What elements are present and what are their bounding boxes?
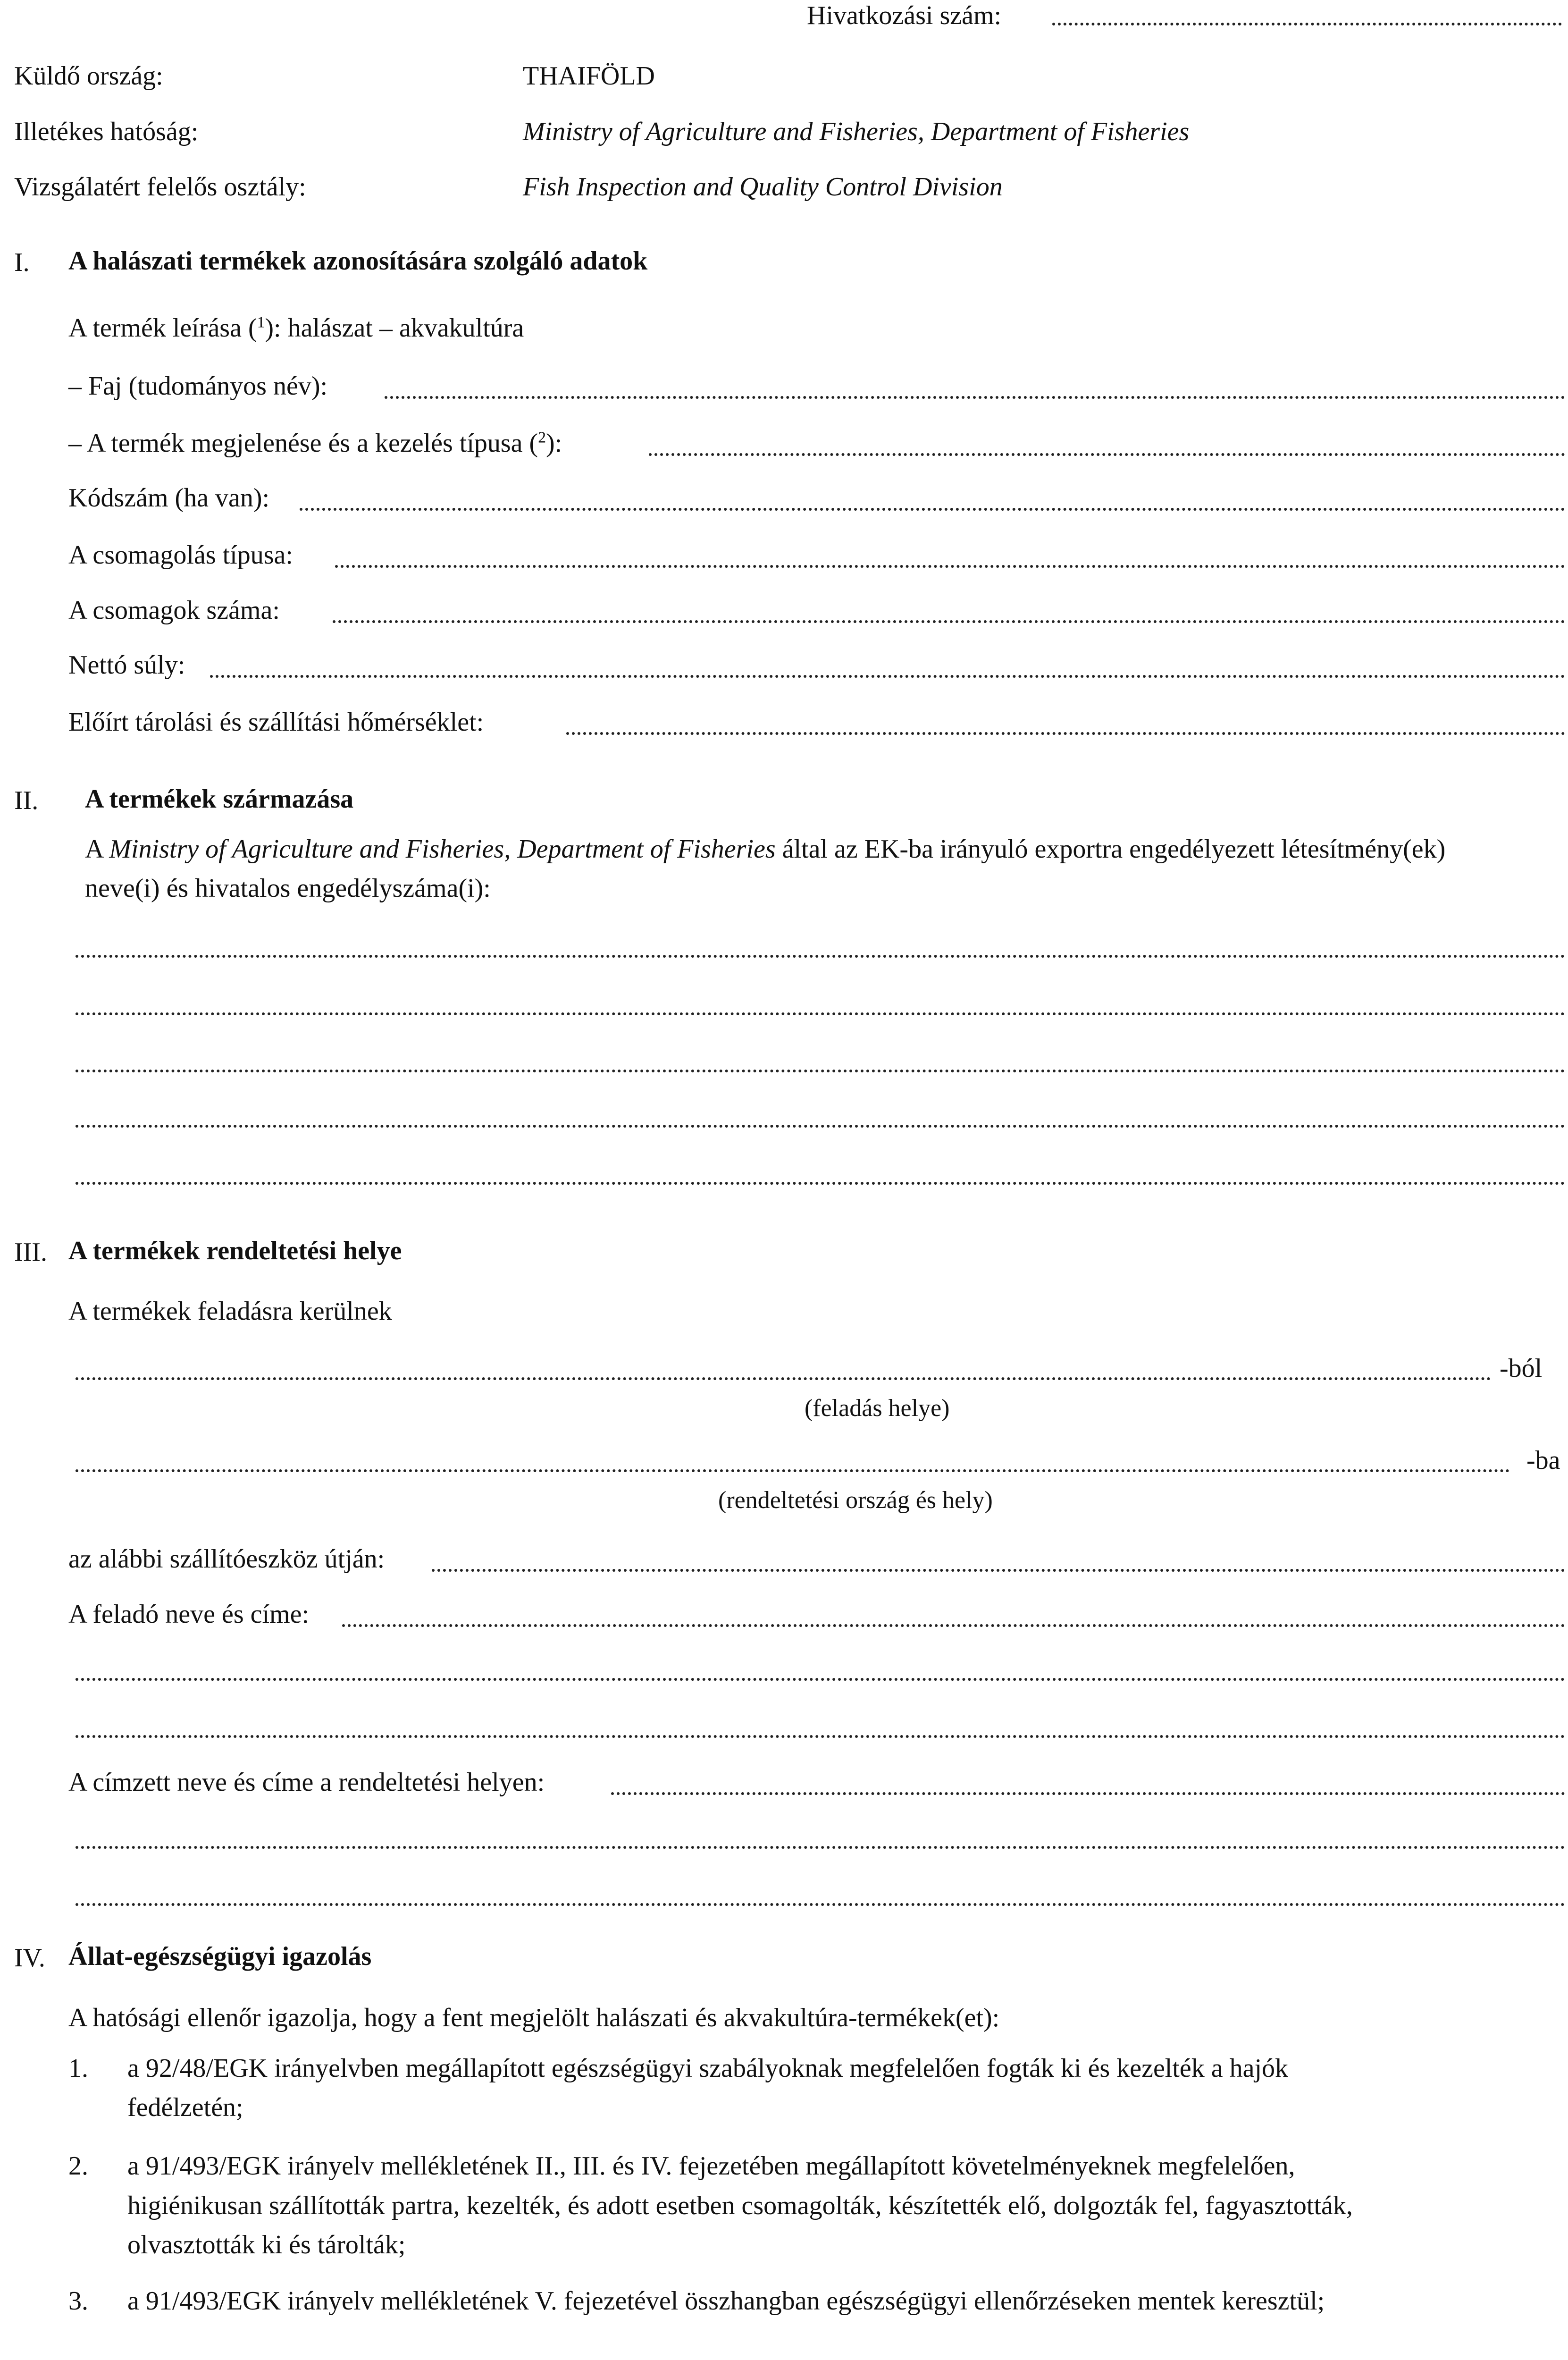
consignor-label: A feladó neve és címe: [68,1600,310,1629]
section-2-title: A termékek származása [85,784,354,814]
cert-item-2-line-2: higiénikusan szállították partra, kezelték, és adott esetben csomagolták, készítették elő, dolgozták fel, fagyasztották, [127,2191,1353,2220]
dispatch-place-field[interactable] [75,1377,1491,1380]
section-4-number: IV. [14,1943,45,1972]
packages-row [68,595,1565,628]
species-label: – Faj (tudományos név): [68,371,328,401]
temperature-field[interactable] [566,732,1565,735]
code-row [68,482,1565,515]
packages-field[interactable] [333,620,1565,623]
consignee-field-3[interactable] [75,1903,1565,1906]
cert-item-1-line-2: fedélzetén; [127,2093,243,2122]
net-weight-field[interactable] [210,675,1565,678]
competent-authority-value: Ministry of Agriculture and Fisheries, Department of Fisheries [523,117,1190,146]
section-2-number: II. [14,786,39,815]
cert-item-3-number: 3. [68,2286,88,2316]
consignor-field-1[interactable] [342,1624,1565,1627]
reference-field[interactable] [1052,23,1562,25]
destination-suffix: -ba [1526,1446,1560,1475]
packaging-row [68,539,1565,573]
cert-item-3-line-1: a 91/493/EGK irányelv mellékletének V. fejezetével összhangban egészségügyi ellenőrzéseken mentek keresztül; [127,2286,1325,2316]
appearance-field[interactable] [649,453,1565,456]
product-description: A termék leírása ($^1$): halászat – akvakultúra [68,313,524,343]
establishment-field-3[interactable] [75,1070,1565,1072]
packaging-field[interactable] [335,565,1565,568]
establishment-field-4[interactable] [75,1125,1565,1128]
consignee-row [68,1767,1565,1800]
establishment-field-1[interactable] [75,955,1565,958]
dispatch-place-caption: (feladás helye) [805,1395,950,1422]
section-1-number: I. [14,248,30,277]
reference-label: Hivatkozási szám: [807,1,1002,30]
temperature-row [68,707,1565,740]
cert-item-2-line-1: a 91/493/EGK irányelv mellékletének II., III. és IV. fejezetében megállapított követelményeknek megfelelően, [127,2151,1295,2181]
dispatch-intro: A termékek feladásra kerülnek [68,1297,392,1326]
consignor-row [68,1599,1565,1632]
certification-intro: A hatósági ellenőr igazolja, hogy a fent megjelölt halászati és akvakultúra-termékek(et): [68,2003,1000,2032]
temperature-label: Előírt tárolási és szállítási hőmérséklet: [68,708,484,737]
appearance-row [68,428,1565,461]
consignee-field-2[interactable] [75,1846,1565,1849]
species-row [68,371,1565,404]
sender-country-value: THAIFÖLD [523,61,655,91]
net-weight-row [68,649,1565,683]
net-weight-label: Nettó súly: [68,650,185,680]
consignor-field-3[interactable] [75,1735,1565,1738]
reference-row [802,0,1567,33]
origin-text-line-1: A Ministry of Agriculture and Fisheries, Department of Fisheries által az EK-ba irányuló exportra engedélyezett létesítmény(ek) [85,834,1446,864]
destination-caption: (rendeltetési ország és hely) [718,1487,993,1514]
inspection-division-label: Vizsgálatért felelős osztály: [14,172,306,202]
section-3-title: A termékek rendeltetési helye [68,1236,402,1265]
transport-label: az alábbi szállítóeszköz útján: [68,1544,385,1574]
cert-item-2-number: 2. [68,2151,88,2181]
cert-item-1-number: 1. [68,2054,88,2083]
species-field[interactable] [385,396,1565,399]
section-4-title: Állat-egészségügyi igazolás [68,1942,372,1971]
section-1-title: A halászati termékek azonosítására szolgáló adatok [68,246,648,276]
cert-item-1-line-1: a 92/48/EGK irányelvben megállapított egészségügyi szabályoknak megfelelően fogták ki és kezelték a hajók [127,2054,1289,2083]
inspection-division-value: Fish Inspection and Quality Control Division [523,172,1003,202]
transport-field[interactable] [432,1569,1565,1572]
consignor-field-2[interactable] [75,1678,1565,1681]
code-label: Kódszám (ha van): [68,483,270,513]
dispatch-place-suffix: -ból [1500,1354,1543,1383]
establishment-field-5[interactable] [75,1182,1565,1185]
section-3-number: III. [14,1238,47,1267]
appearance-label: – A termék megjelenése és a kezelés típusa ($^2$): [68,429,562,458]
sender-country-label: Küldő ország: [14,61,163,91]
competent-authority-label: Illetékes hatóság: [14,117,199,146]
consignee-label: A címzett neve és címe a rendeltetési helyen: [68,1768,545,1797]
origin-text-line-2: neve(i) és hivatalos engedélyszáma(i): [85,874,491,903]
transport-row [68,1543,1565,1576]
packaging-label: A csomagolás típusa: [68,540,293,570]
destination-field[interactable] [75,1469,1510,1472]
cert-item-2-line-3: olvasztották ki és tárolták; [127,2230,406,2259]
establishment-field-2[interactable] [75,1012,1565,1015]
consignee-field-1[interactable] [611,1792,1565,1795]
packages-label: A csomagok száma: [68,596,280,625]
code-field[interactable] [300,508,1565,511]
